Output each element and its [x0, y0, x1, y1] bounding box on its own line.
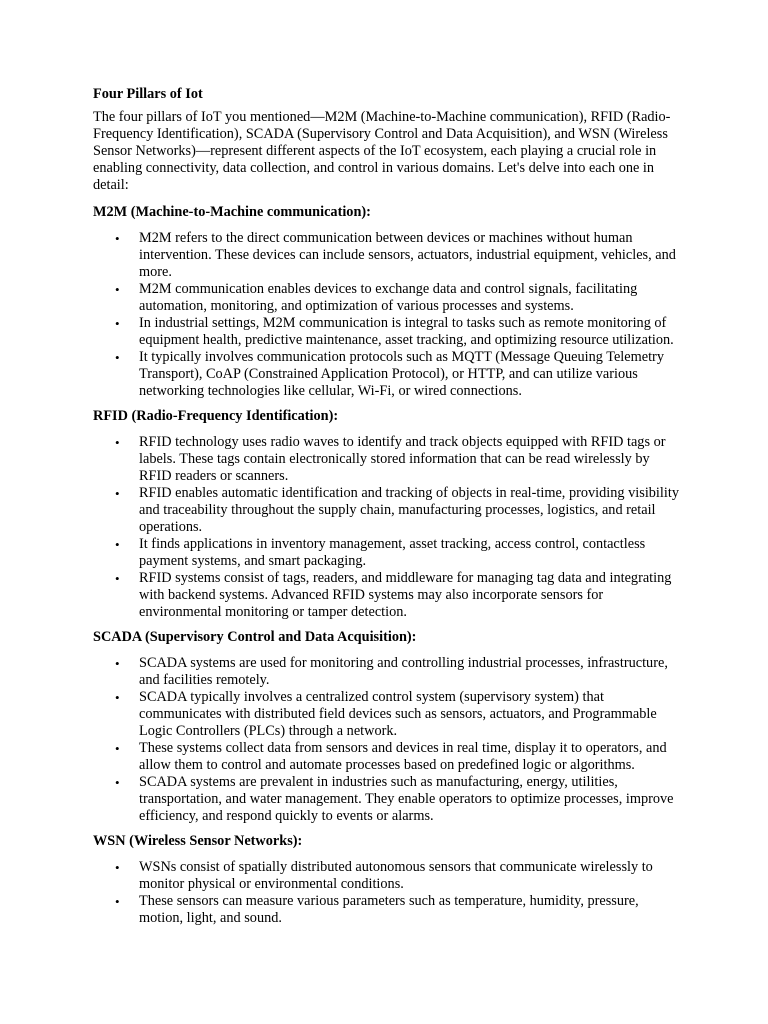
list-item — [93, 893, 679, 927]
list-item-text: RFID technology uses radio waves to identify and track objects equipped with RFID tags or labels. These tags contain electronically stored information that can be read wirelessly by RFID readers or scanners. — [139, 434, 666, 484]
list-item-text: These sensors can measure various parameters such as temperature, humidity, pressure, motion, light, and sound. — [139, 893, 639, 926]
section-heading: SCADA (Supervisory Control and Data Acquisition): — [93, 629, 417, 645]
list-item — [93, 655, 679, 689]
bullet-icon: • — [115, 350, 120, 365]
bullet-list — [93, 230, 683, 400]
bullet-icon: • — [115, 282, 120, 297]
list-item-text: SCADA typically involves a centralized control system (supervisory system) that communicates with distributed field devices such as sensors, actuators, and Programmable Logic Controllers (PLCs) through a network. — [139, 689, 657, 739]
list-item-text: In industrial settings, M2M communication is integral to tasks such as remote monitoring of equipment health, predictive maintenance, asset tracking, and optimizing resource utilization. — [139, 315, 674, 348]
bullet-list — [93, 859, 683, 927]
bullet-icon: • — [115, 690, 120, 705]
list-item — [93, 570, 679, 621]
bullet-icon: • — [115, 231, 120, 246]
list-item-text: SCADA systems are prevalent in industries such as manufacturing, energy, utilities, transportation, and water management. They enable operators to optimize processes, improve efficiency, and respond quickly to events or alarms. — [139, 774, 674, 824]
list-item-text: RFID enables automatic identification and tracking of objects in real-time, providing visibility and traceability throughout the supply chain, manufacturing processes, logistics, and retail operations. — [139, 485, 679, 535]
list-item-text: M2M communication enables devices to exchange data and control signals, facilitating automation, monitoring, and optimization of various processes and systems. — [139, 281, 638, 314]
list-item-text: M2M refers to the direct communication between devices or machines without human intervention. These devices can include sensors, actuators, industrial equipment, vehicles, and more. — [139, 230, 676, 280]
document-page — [93, 86, 683, 935]
section-scada — [93, 629, 683, 825]
list-item-text: It typically involves communication protocols such as MQTT (Message Queuing Telemetry Transport), CoAP (Constrained Application Protocol), or HTTP, and can utilize various networking technologies like cellular, Wi-Fi, or wired connections. — [139, 349, 664, 399]
list-item — [93, 740, 679, 774]
bullet-icon: • — [115, 537, 120, 552]
section-heading: M2M (Machine-to-Machine communication): — [93, 204, 371, 220]
bullet-icon: • — [115, 741, 120, 756]
list-item-text: It finds applications in inventory management, asset tracking, access control, contactless payment systems, and smart packaging. — [139, 536, 646, 569]
section-rfid — [93, 408, 683, 621]
bullet-icon: • — [115, 316, 120, 331]
bullet-list — [93, 655, 683, 825]
list-item — [93, 281, 679, 315]
section-wsn — [93, 833, 683, 927]
list-item — [93, 536, 679, 570]
section-heading: WSN (Wireless Sensor Networks): — [93, 833, 303, 849]
bullet-icon: • — [115, 894, 120, 909]
bullet-icon: • — [115, 775, 120, 790]
list-item — [93, 434, 679, 485]
bullet-icon: • — [115, 860, 120, 875]
bullet-icon: • — [115, 435, 120, 450]
section-m2m — [93, 204, 683, 400]
bullet-icon: • — [115, 656, 120, 671]
list-item-text: RFID systems consist of tags, readers, and middleware for managing tag data and integrating with backend systems. Advanced RFID systems may also incorporate sensors for environmental monitoring or tamper detection. — [139, 570, 672, 620]
list-item — [93, 315, 679, 349]
list-item — [93, 485, 679, 536]
bullet-list — [93, 434, 683, 621]
list-item — [93, 230, 679, 281]
list-item — [93, 349, 679, 400]
bullet-icon: • — [115, 571, 120, 586]
list-item-text: These systems collect data from sensors and devices in real time, display it to operators, and allow them to control and automate processes based on predefined logic or algorithms. — [139, 740, 667, 773]
list-item-text: WSNs consist of spatially distributed autonomous sensors that communicate wirelessly to monitor physical or environmental conditions. — [139, 859, 653, 892]
document-title: Four Pillars of Iot — [93, 86, 203, 102]
intro-paragraph: The four pillars of IoT you mentioned—M2M (Machine-to-Machine communication), RFID (Radio-Frequency Identification), SCADA (Supervisory Control and Data Acquisition), and WSN (Wireless Sensor Networks)—represent different aspects of the IoT ecosystem, each playing a crucial role in enabling connectivity, data collection, and control in various domains. Let's delve into each one in detail: — [93, 109, 671, 193]
list-item — [93, 859, 679, 893]
list-item — [93, 774, 679, 825]
section-heading: RFID (Radio-Frequency Identification): — [93, 408, 339, 424]
list-item — [93, 689, 679, 740]
bullet-icon: • — [115, 486, 120, 501]
list-item-text: SCADA systems are used for monitoring and controlling industrial processes, infrastructure, and facilities remotely. — [139, 655, 668, 688]
